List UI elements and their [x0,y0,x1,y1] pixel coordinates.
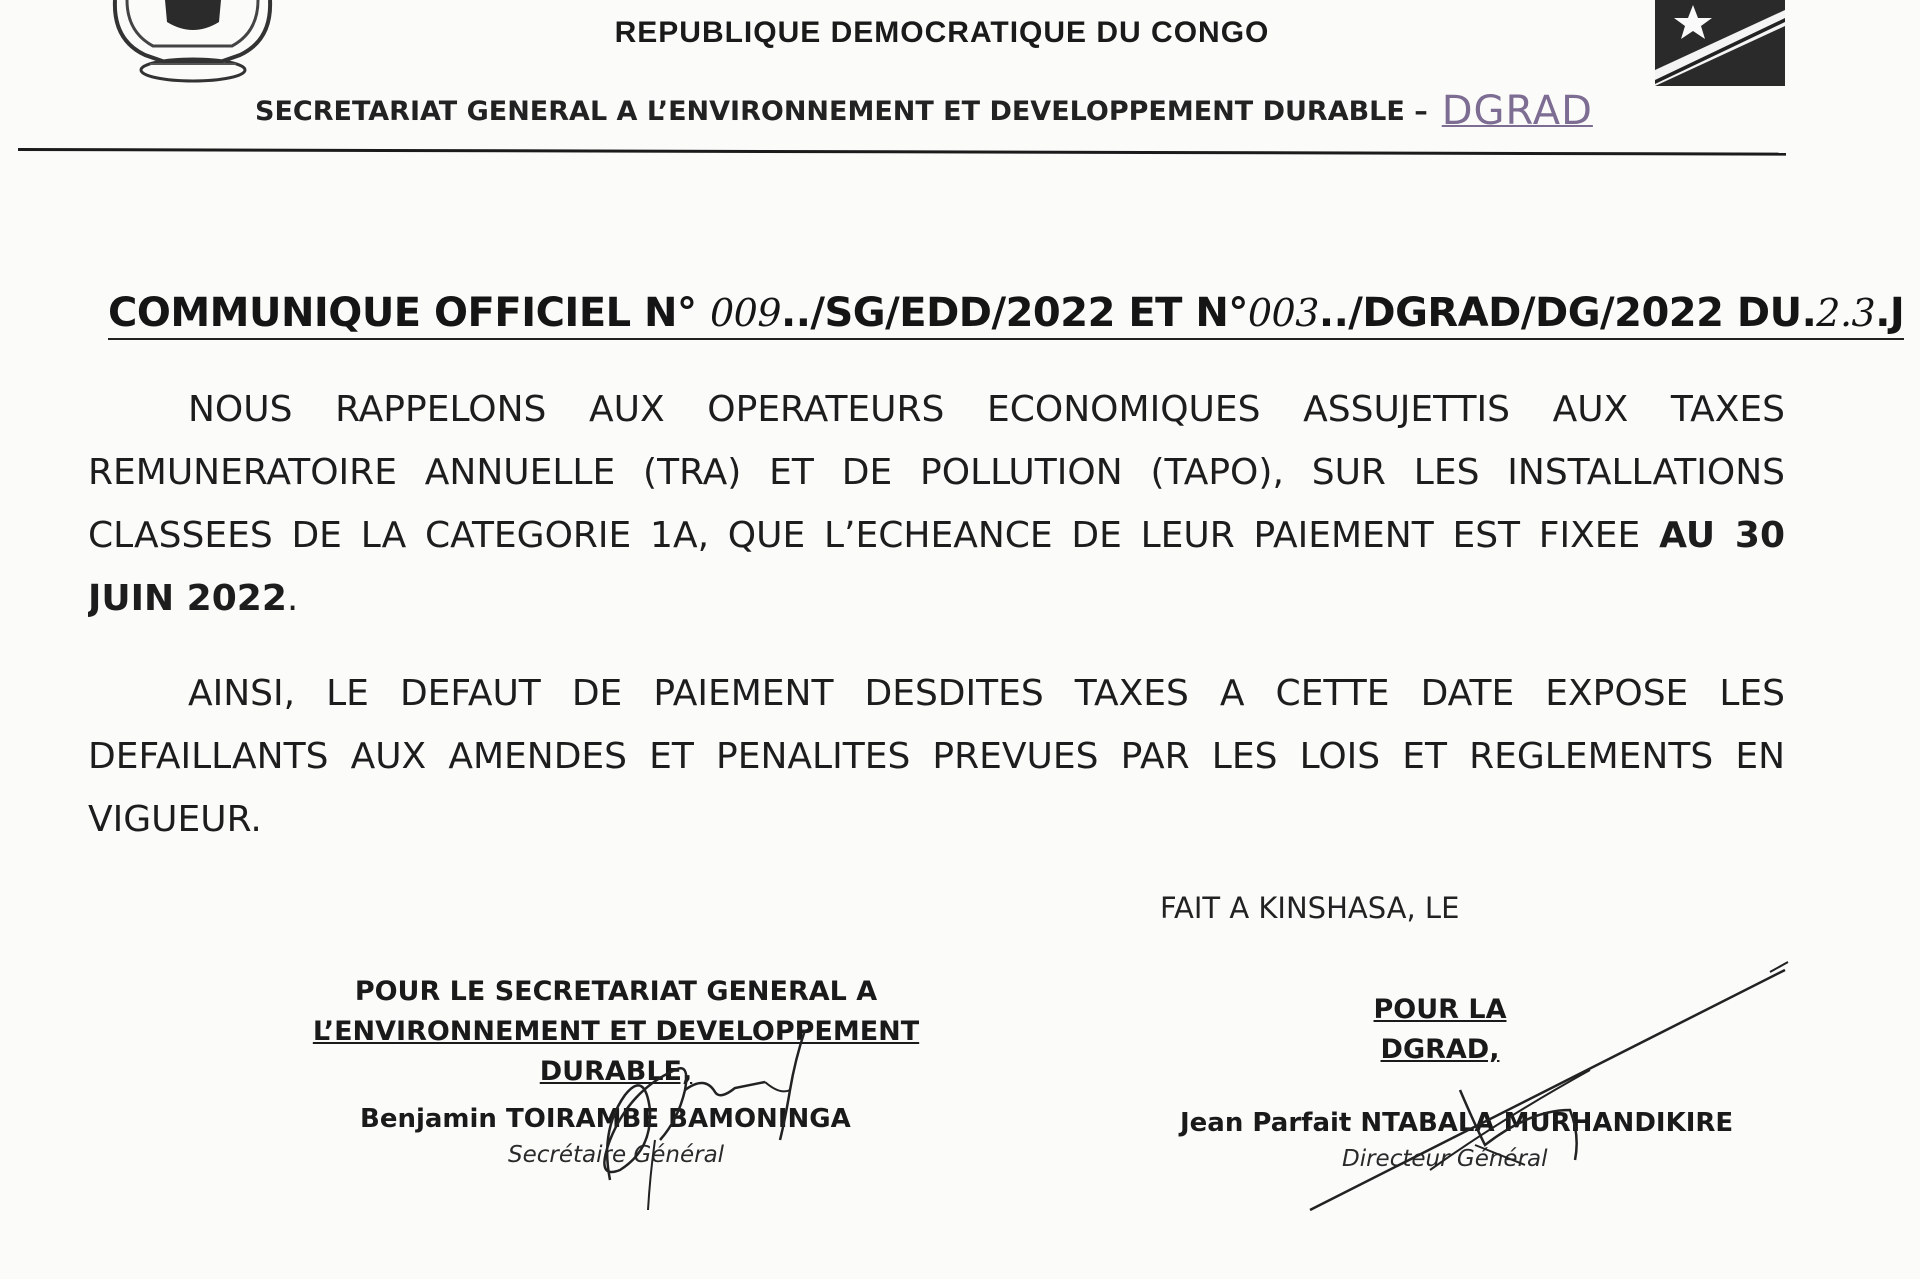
title-day: 2.3 [1816,291,1876,335]
left-signatory-name: Benjamin TOIRAMBE BAMONINGA [360,1104,851,1134]
header-divider [18,148,1786,156]
place-date: FAIT A KINSHASA, LE [1160,891,1460,925]
right-signatory-name: Jean Parfait NTABALA MURHANDIKIRE [1180,1108,1734,1138]
department-name: SECRETARIAT GENERAL A L’ENVIRONNEMENT ET DEVELOPPEMENT DURABLE – [255,96,1428,127]
title-number-1: 009 [709,291,781,335]
deadline-date: AU 30 JUIN 2022 [88,515,1785,619]
left-heading-line-2: L’ENVIRONNEMENT ET DEVELOPPEMENT DURABLE, [312,1016,920,1087]
country-heading: REPUBLIQUE DEMOCRATIQUE DU CONGO [614,16,1270,49]
department-line [255,88,1593,134]
right-signatory-role: Directeur Général [1342,1146,1548,1172]
title-mid: ../SG/EDD/2022 ET N° [781,290,1248,336]
communique-title [108,290,1904,340]
title-tail: .J [1875,290,1905,336]
left-heading-line-1: POUR LE SECRETARIAT GENERAL A [354,976,878,1007]
left-signatory-heading [236,972,996,1092]
left-signatory-role: Secrétaire Général [508,1142,725,1168]
paragraph-1-text: NOUS RAPPELONS AUX OPERATEURS ECONOMIQUES ASSUJETTIS AUX TAXES REMUNERATOIRE ANNUELLE (TRA) ET DE POLLUTION (TAPO), SUR LES INSTALLATIONS CLASSEES DE LA CATEGORIE 1A, QUE L’ECHEANCE DE LEUR PAIEMENT EST FIXEE [88,389,1785,556]
dgrad-logo: DGRAD [1441,88,1593,134]
title-suffix: ../DGRAD/DG/2022 DU. [1318,290,1817,336]
title-number-2: 003 [1247,291,1319,335]
paragraph-1 [88,378,1785,630]
title-prefix: COMMUNIQUE OFFICIEL N° [108,290,697,336]
paragraph-2: AINSI, LE DEFAUT DE PAIEMENT DESDITES TAXES A CETTE DATE EXPOSE LES DEFAILLANTS AUX AMENDES ET PENALITES PREVUES PAR LES LOIS ET REGLEMENTS EN VIGUEUR. [88,673,1785,840]
right-signatory-heading: POUR LA DGRAD, [1373,994,1507,1065]
paragraph-1-end: . [286,578,299,619]
